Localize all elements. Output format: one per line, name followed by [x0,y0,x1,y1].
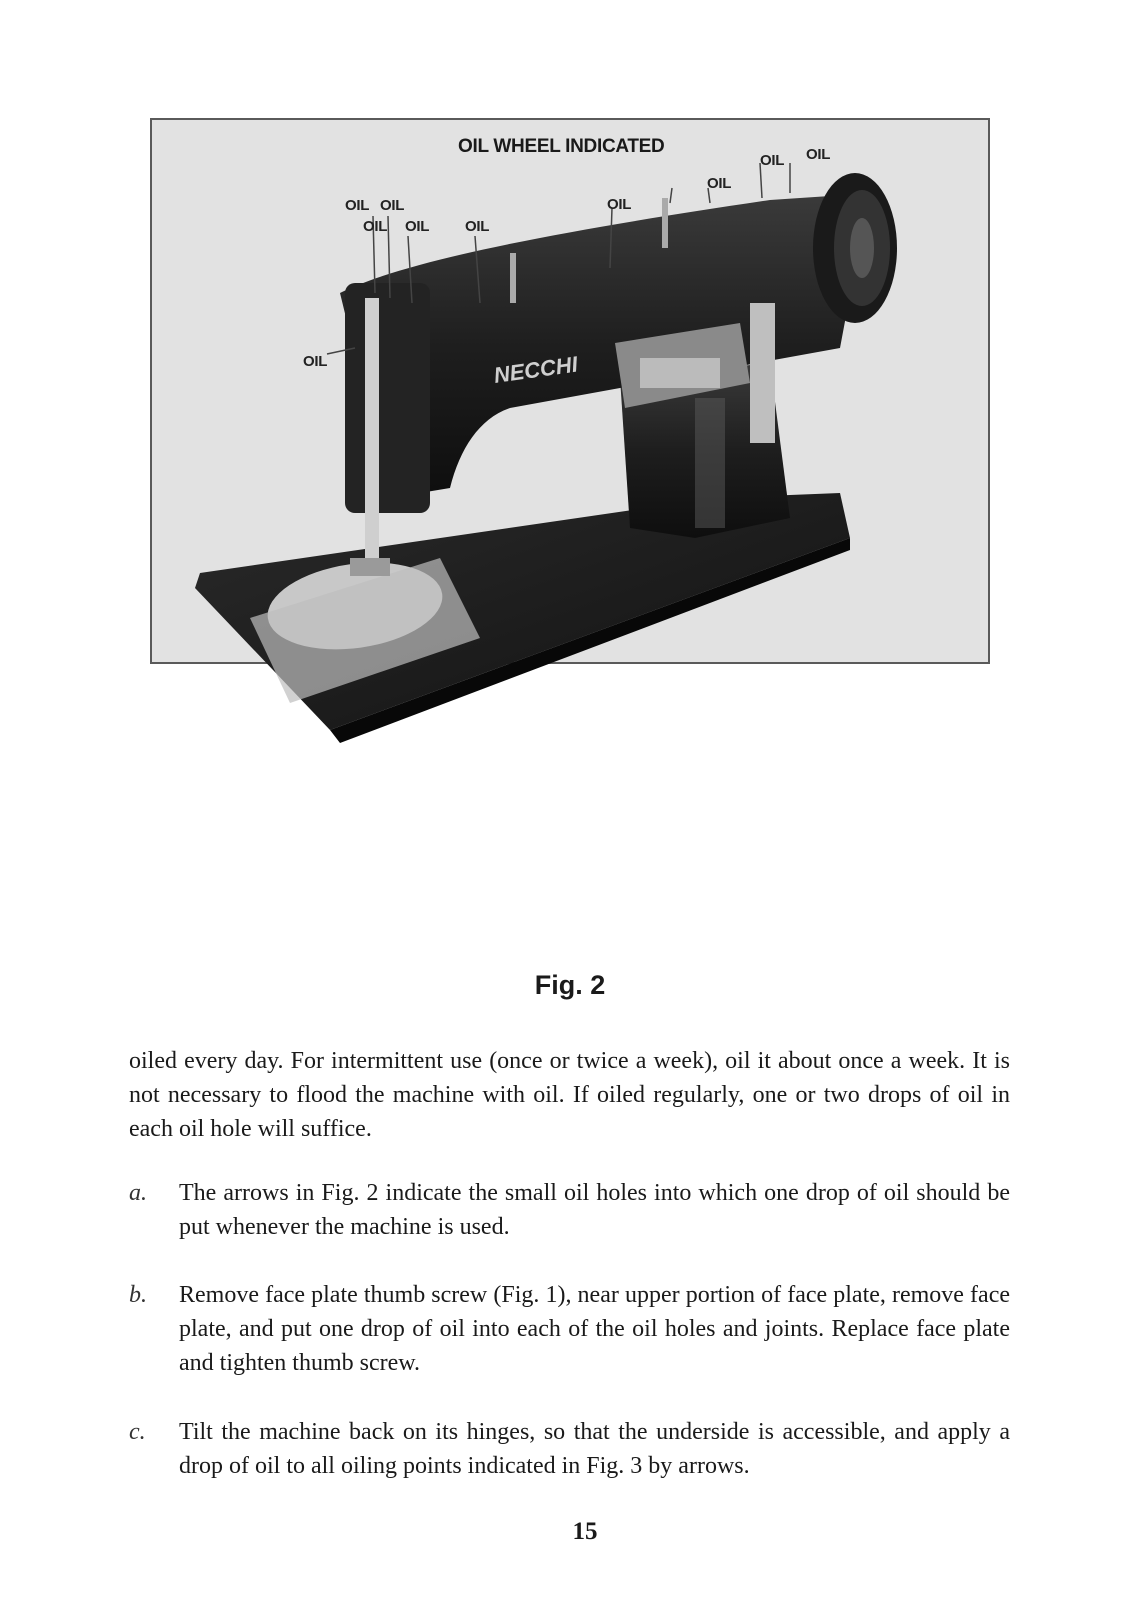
oil-label: OIL [345,197,370,214]
machine-head [345,283,430,513]
oil-label: OIL [465,218,490,235]
spool-pin [662,198,668,248]
brand-logo: NECCHI [492,351,580,388]
figure-title: OIL WHEEL INDICATED [458,136,665,157]
needle-bar [365,298,379,568]
spool-pin [510,253,516,303]
list-item [129,1415,1010,1483]
figure-caption: Fig. 2 [534,970,606,1000]
oil-label: OIL [806,146,831,163]
page-number: 15 [572,1518,598,1545]
oil-label: OIL [405,218,430,235]
oil-label: OIL [380,197,405,214]
stitch-lever [750,303,775,443]
oil-label: OIL [760,152,785,169]
list-item-text: The arrows in Fig. 2 indicate the small oil holes into which one drop of oil should be put whenever the machine is used. [179,1180,1010,1240]
body-paragraph: oiled every day. For intermittent use (once or twice a week), oil it about once a week. It is not necessary to flood the machine with oil. If oiled regularly, one or two drops of oil in each oil hole will suffice. [129,1048,1010,1142]
list-item-text: Remove face plate thumb screw (Fig. 1), near upper portion of face plate, remove face plate, and put one drop of oil into each of the oil holes and joints. Replace face plate and tighten thumb screw. [179,1282,1010,1376]
oil-label: OIL [363,218,388,235]
oil-label: OIL [707,175,732,192]
oil-label: OIL [303,353,328,370]
sewing-machine-illustration [150,118,990,768]
list-marker: a. [129,1180,147,1206]
list-item-text: Tilt the machine back on its hinges, so that the underside is accessible, and apply a drop of oil to all oiling points indicated in Fig. 3 by arrows. [179,1419,1010,1479]
list-item [129,1176,1010,1244]
oil-label: OIL [607,196,632,213]
presser-foot [350,558,390,576]
list-marker: b. [129,1282,147,1308]
list-marker: c. [129,1419,146,1445]
list-item [129,1278,1010,1380]
